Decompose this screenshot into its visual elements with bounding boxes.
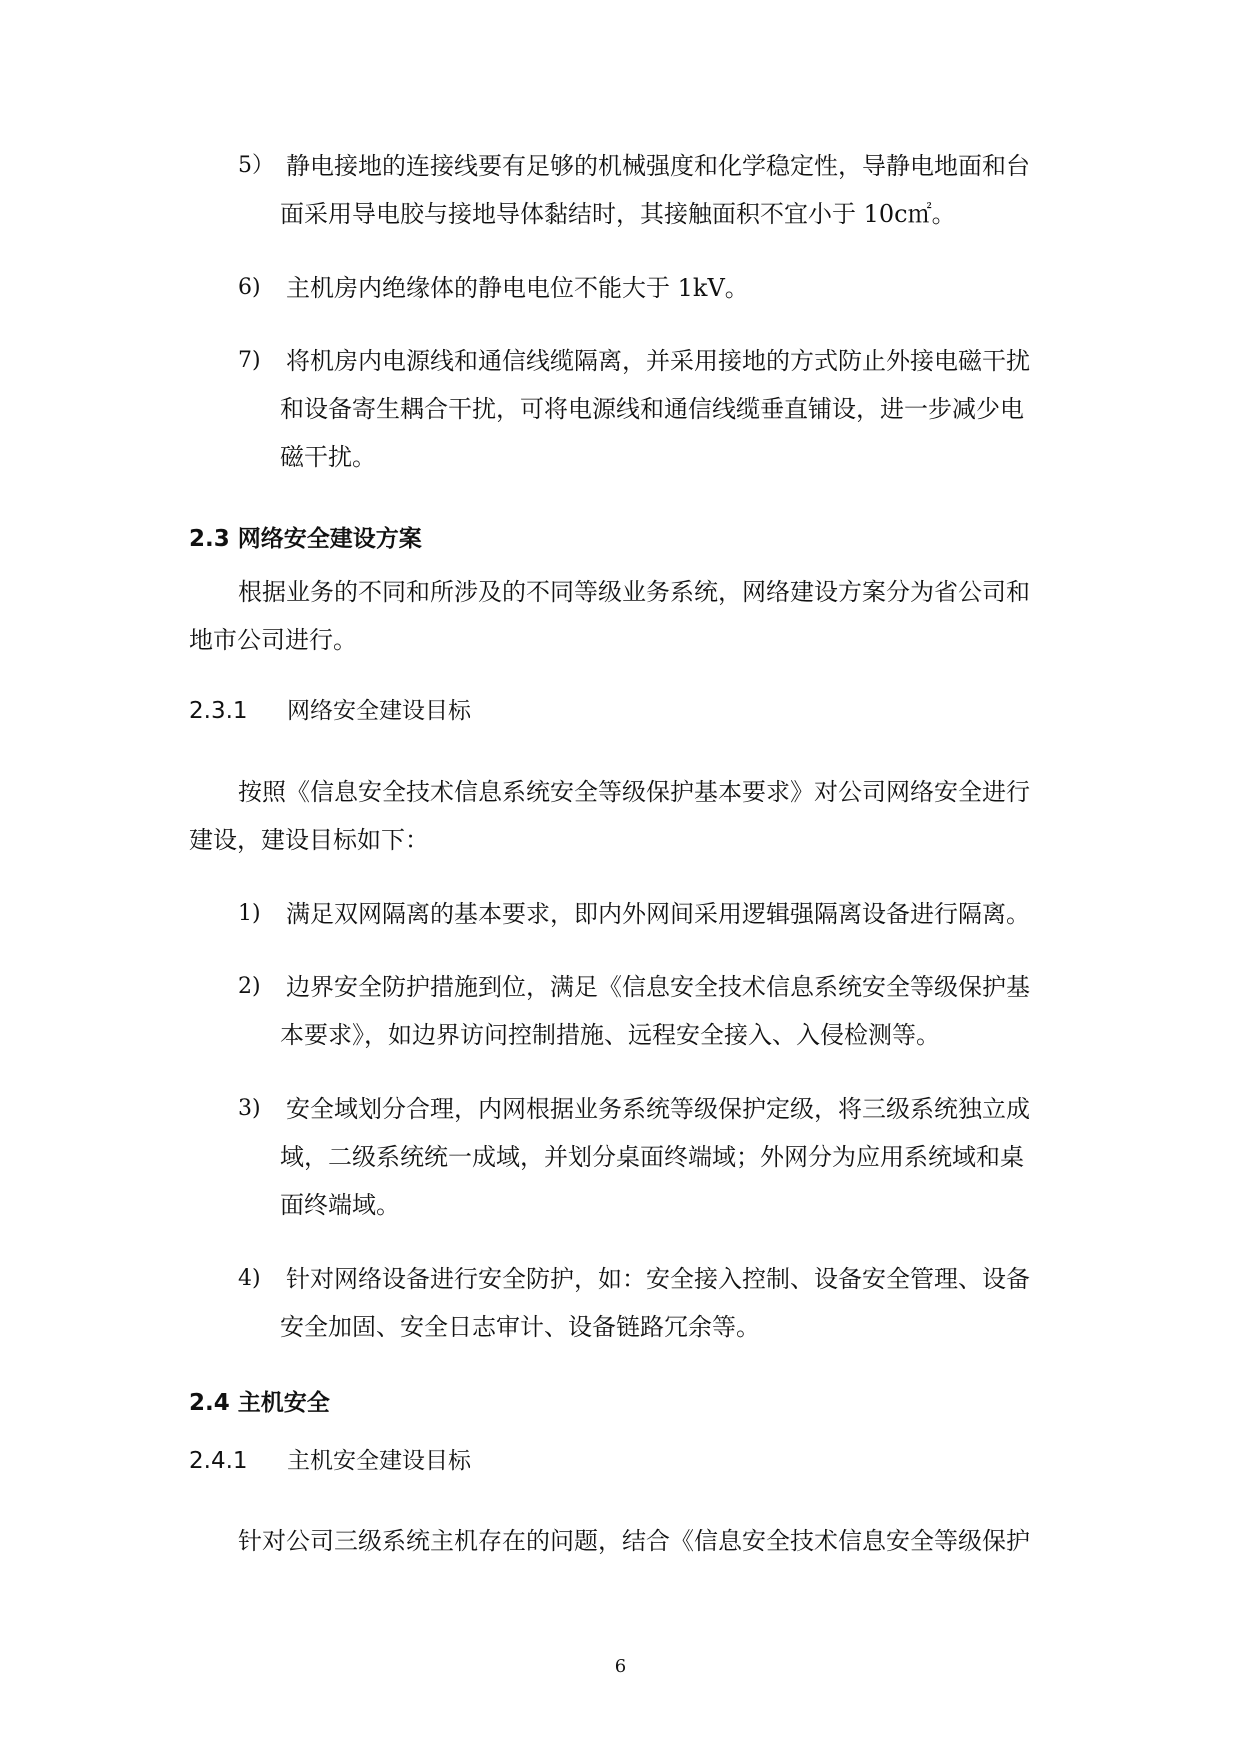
heading-title: 网络安全建设目标 <box>287 698 471 724</box>
paragraph-line: 针对公司三级系统主机存在的问题，结合《信息安全技术信息安全等级保护 <box>238 1527 1030 1555</box>
list-item-line: 安全域划分合理，内网根据业务系统等级保护定级，将三级系统独立成 <box>286 1095 1030 1123</box>
paragraph-line: 建设，建设目标如下： <box>189 826 429 854</box>
list-item-line: 针对网络设备进行安全防护，如：安全接入控制、设备安全管理、设备 <box>286 1265 1030 1293</box>
list-item-line: 满足双网隔离的基本要求，即内外网间采用逻辑强隔离设备进行隔离。 <box>286 900 1030 928</box>
list-item-line: 主机房内绝缘体的静电电位不能大于 1kV。 <box>286 274 749 302</box>
list-item-number: 5） <box>238 153 274 178</box>
section-heading-2-3-1 <box>0 691 1241 731</box>
list-item-line: 磁干扰。 <box>280 443 376 471</box>
paragraph-line: 地市公司进行。 <box>189 626 357 654</box>
list-item-line: 静电接地的连接线要有足够的机械强度和化学稳定性，导静电地面和台 <box>286 152 1030 180</box>
list-item-line: 安全加固、安全日志审计、设备链路冗余等。 <box>280 1313 760 1341</box>
list-item-number: 1) <box>238 901 261 926</box>
section-heading-2-4: 2.4 主机安全 <box>189 1390 330 1416</box>
list-item-line: 面终端域。 <box>280 1191 400 1219</box>
paragraph-line: 根据业务的不同和所涉及的不同等级业务系统，网络建设方案分为省公司和 <box>238 578 1030 606</box>
list-item-number: 7) <box>238 348 261 373</box>
section-heading-2-3: 2.3 网络安全建设方案 <box>189 526 422 552</box>
heading-title: 主机安全建设目标 <box>287 1448 471 1474</box>
paragraph-line: 按照《信息安全技术信息系统安全等级保护基本要求》对公司网络安全进行 <box>238 778 1030 806</box>
heading-number: 2.4.1 <box>189 1448 248 1474</box>
list-item-line: 面采用导电胶与接地导体黏结时，其接触面积不宜小于 10c㎡。 <box>280 200 956 228</box>
list-item-number: 4) <box>238 1266 261 1291</box>
list-item-number: 3) <box>238 1096 261 1121</box>
list-item-line: 域，二级系统统一成域，并划分桌面终端域；外网分为应用系统域和桌 <box>280 1143 1024 1171</box>
page-number: 6 <box>614 1656 627 1677</box>
list-item-line: 本要求》，如边界访问控制措施、远程安全接入、入侵检测等。 <box>280 1021 940 1049</box>
list-item-line: 边界安全防护措施到位，满足《信息安全技术信息系统安全等级保护基 <box>286 973 1030 1001</box>
list-item-number: 2) <box>238 974 261 999</box>
section-heading-2-4-1 <box>0 1441 1241 1481</box>
heading-number: 2.3.1 <box>189 698 248 724</box>
list-item-line: 将机房内电源线和通信线缆隔离，并采用接地的方式防止外接电磁干扰 <box>286 347 1030 375</box>
list-item-number: 6) <box>238 275 261 300</box>
list-item-line: 和设备寄生耦合干扰，可将电源线和通信线缆垂直铺设，进一步减少电 <box>280 395 1024 423</box>
